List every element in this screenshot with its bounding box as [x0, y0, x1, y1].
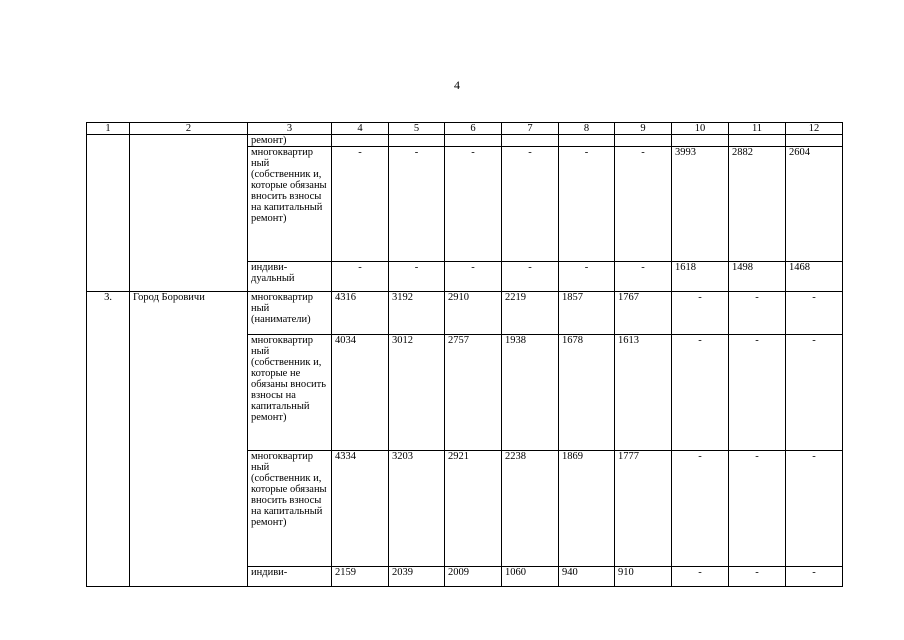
value-cell: - — [502, 262, 559, 292]
housing-type-cell: многоквартир ный (собственник и, которые обязаны вносить взносы на капитальный ремонт) — [248, 451, 332, 567]
value-cell: - — [615, 262, 672, 292]
value-cell: - — [672, 451, 729, 567]
value-cell: - — [445, 262, 502, 292]
value-cell: - — [672, 335, 729, 451]
column-header: 7 — [502, 123, 559, 135]
value-cell: - — [672, 567, 729, 587]
value-cell: 1060 — [502, 567, 559, 587]
value-cell: 4316 — [332, 292, 389, 335]
value-cell — [445, 135, 502, 147]
value-cell: - — [786, 567, 843, 587]
value-cell: - — [445, 147, 502, 262]
value-cell — [786, 135, 843, 147]
column-header: 4 — [332, 123, 389, 135]
value-cell: - — [502, 147, 559, 262]
column-header: 5 — [389, 123, 445, 135]
value-cell: - — [786, 292, 843, 335]
housing-type-cell: индиви- дуальный — [248, 262, 332, 292]
value-cell: 2910 — [445, 292, 502, 335]
value-cell: - — [389, 147, 445, 262]
value-cell: - — [672, 292, 729, 335]
tariff-table — [86, 122, 843, 587]
value-cell: 1613 — [615, 335, 672, 451]
value-cell — [389, 135, 445, 147]
value-cell: 2882 — [729, 147, 786, 262]
column-header: 9 — [615, 123, 672, 135]
column-header: 10 — [672, 123, 729, 135]
value-cell: 3203 — [389, 451, 445, 567]
value-cell: 2009 — [445, 567, 502, 587]
value-cell: 2604 — [786, 147, 843, 262]
value-cell — [615, 135, 672, 147]
value-cell — [672, 135, 729, 147]
housing-type-cell: многоквартир ный (собственник и, которые не обязаны вносить взносы на капитальный ремонт) — [248, 335, 332, 451]
value-cell: 1618 — [672, 262, 729, 292]
value-cell: 2039 — [389, 567, 445, 587]
column-header: 6 — [445, 123, 502, 135]
value-cell: 3012 — [389, 335, 445, 451]
value-cell: - — [729, 451, 786, 567]
settlement-cell: Город Боровичи — [130, 292, 248, 587]
column-header: 12 — [786, 123, 843, 135]
table-row — [87, 292, 843, 335]
value-cell: 1869 — [559, 451, 615, 567]
housing-type-cell: индиви- — [248, 567, 332, 587]
value-cell: 2757 — [445, 335, 502, 451]
value-cell: 1777 — [615, 451, 672, 567]
page-number: 4 — [454, 78, 460, 92]
value-cell: - — [389, 262, 445, 292]
value-cell: 4034 — [332, 335, 389, 451]
value-cell — [502, 135, 559, 147]
row-number-cell — [87, 135, 130, 292]
column-header: 8 — [559, 123, 615, 135]
value-cell: 1498 — [729, 262, 786, 292]
value-cell: 1938 — [502, 335, 559, 451]
value-cell: 3993 — [672, 147, 729, 262]
table-body — [87, 135, 843, 587]
value-cell — [332, 135, 389, 147]
value-cell: - — [332, 147, 389, 262]
row-number-cell: 3. — [87, 292, 130, 587]
column-header: 1 — [87, 123, 130, 135]
value-cell: - — [332, 262, 389, 292]
value-cell: 3192 — [389, 292, 445, 335]
value-cell: - — [729, 567, 786, 587]
value-cell: 940 — [559, 567, 615, 587]
value-cell: 2921 — [445, 451, 502, 567]
value-cell — [559, 135, 615, 147]
value-cell: - — [615, 147, 672, 262]
housing-type-cell: ремонт) — [248, 135, 332, 147]
value-cell: 4334 — [332, 451, 389, 567]
value-cell: - — [786, 451, 843, 567]
value-cell: 2159 — [332, 567, 389, 587]
value-cell: 910 — [615, 567, 672, 587]
value-cell: 1468 — [786, 262, 843, 292]
value-cell — [729, 135, 786, 147]
housing-type-cell: многоквартир ный (собственник и, которые обязаны вносить взносы на капитальный ремонт) — [248, 147, 332, 262]
value-cell: - — [729, 335, 786, 451]
settlement-cell — [130, 135, 248, 292]
housing-type-cell: многоквартир ный (наниматели) — [248, 292, 332, 335]
value-cell: - — [786, 335, 843, 451]
value-cell: - — [729, 292, 786, 335]
value-cell: - — [559, 262, 615, 292]
column-header: 3 — [248, 123, 332, 135]
value-cell: - — [559, 147, 615, 262]
value-cell: 1857 — [559, 292, 615, 335]
table-row — [87, 135, 843, 147]
value-cell: 2238 — [502, 451, 559, 567]
value-cell: 1767 — [615, 292, 672, 335]
header-row — [87, 123, 843, 135]
value-cell: 1678 — [559, 335, 615, 451]
column-header: 2 — [130, 123, 248, 135]
column-header: 11 — [729, 123, 786, 135]
value-cell: 2219 — [502, 292, 559, 335]
